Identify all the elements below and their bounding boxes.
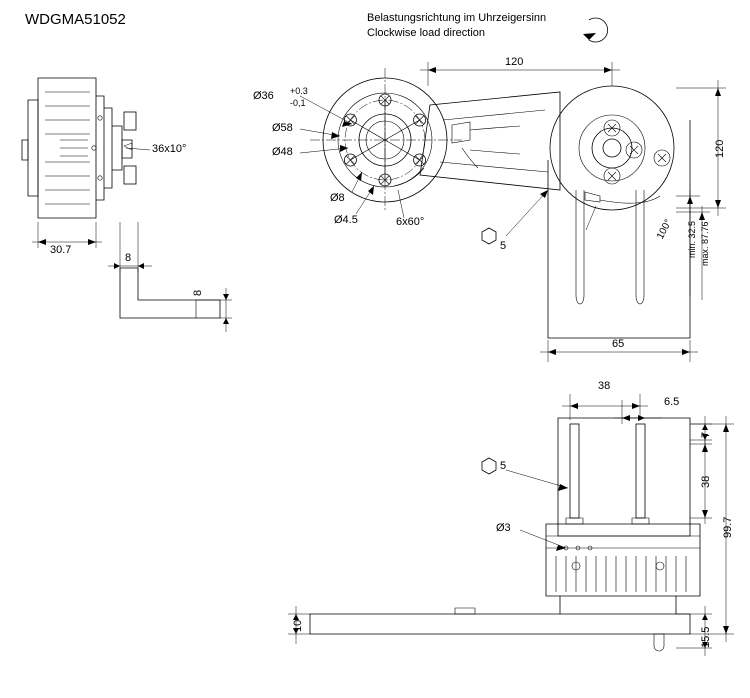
dim-38-top: 38 [598,380,611,392]
page-title: WDGMA51052 [25,11,126,28]
balloon-5-top [482,228,496,244]
load-direction-note-de: Belastungsrichtung im Uhrzeigersinn [367,12,547,24]
dim-30-7: 30.7 [50,244,72,256]
dia-3: Ø3 [496,522,511,534]
dim-7: 7 [700,431,712,438]
front-top-view-geometry [300,62,726,362]
dim-8-horizontal: 8 [125,252,132,264]
callout-36x10: 36x10° [152,143,187,155]
dia-36: Ø36 [253,90,274,102]
dim-min-32-5: min. 32.5 [687,220,697,258]
dim-max-87-76: max. 87.76 [700,221,710,266]
dia-36-tol-upper: +0.3 [290,86,308,96]
dim-8-vertical: 8 [192,289,204,296]
balloon-5-bottom [482,458,496,474]
dim-65: 65 [612,338,625,350]
dia-58: Ø58 [272,122,293,134]
dia-4-5: Ø4.5 [334,214,358,226]
ang-6x60: 6x60° [396,216,425,228]
balloon-5-bottom-label: 5 [500,460,507,472]
clockwise-arrow-icon [583,18,608,42]
dim-6-5: 6.5 [664,396,680,408]
dim-99-7: 99.7 [722,516,734,538]
load-direction-note-en: Clockwise load direction [367,27,485,39]
dim-15-5: 15.5 [700,626,712,648]
dim-120-right: 120 [714,139,726,158]
dia-36-tol-lower: -0,1 [290,98,306,108]
balloon-5-top-label: 5 [500,240,507,252]
bottom-right-view-geometry [288,394,734,656]
dim-10: 10 [292,619,304,632]
dim-38-right: 38 [700,475,712,488]
dia-48: Ø48 [272,146,293,158]
dia-8: Ø8 [330,192,345,204]
dim-120-top: 120 [505,56,524,68]
dim-100-deg: 100° [655,217,675,242]
